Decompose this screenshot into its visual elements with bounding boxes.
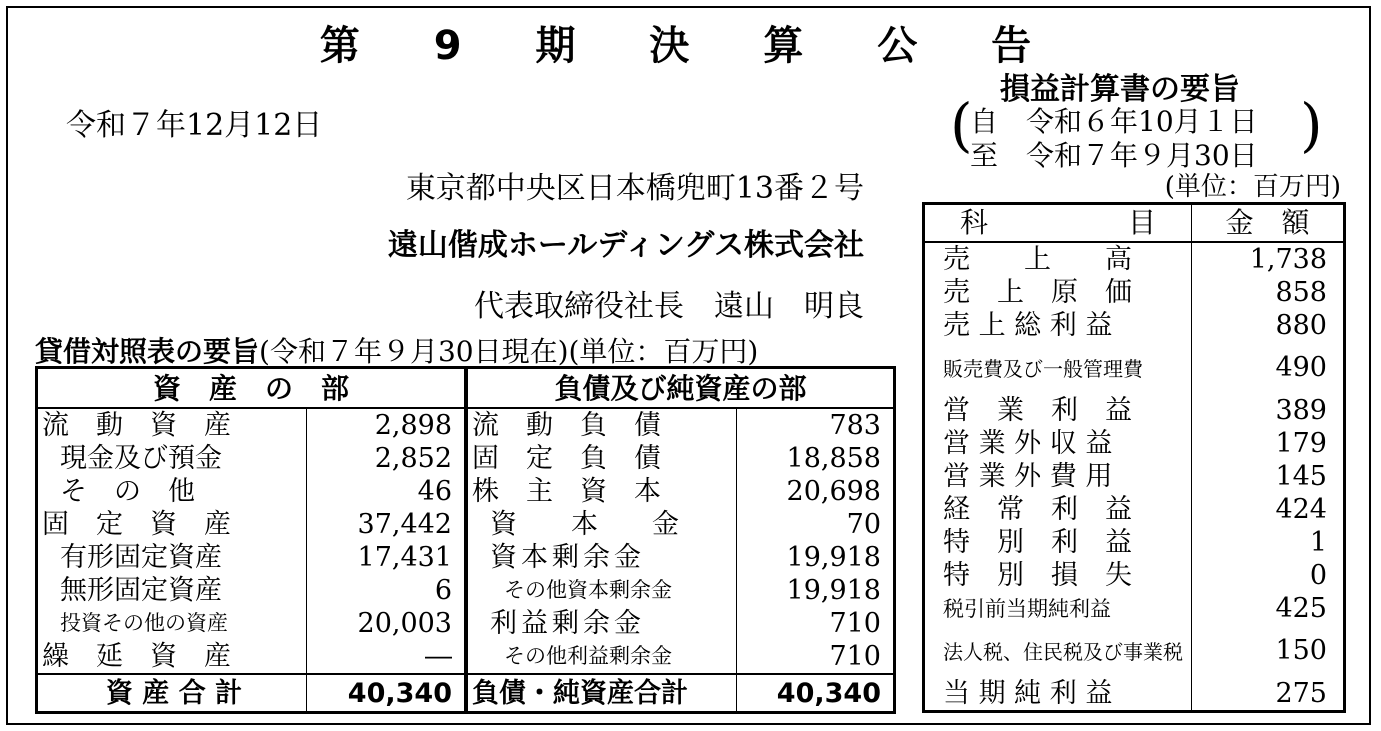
period-open-paren: ( bbox=[950, 91, 973, 159]
liability-label: 利益剰余金 bbox=[467, 607, 737, 640]
income-value: 490 bbox=[1275, 352, 1327, 383]
assets-total-value: 40,340 bbox=[307, 674, 466, 713]
income-label: 売 上 総 利 益 bbox=[924, 309, 1192, 342]
income-label: 営 業 外 収 益 bbox=[924, 427, 1192, 460]
table-row bbox=[37, 442, 466, 475]
table-row bbox=[924, 276, 1345, 309]
table-row bbox=[467, 442, 895, 475]
asset-label: 無形固定資産 bbox=[37, 574, 307, 607]
table-row bbox=[37, 508, 466, 541]
liabilities-header: 負債及び純資産の部 bbox=[467, 368, 895, 409]
asset-value: 17,431 bbox=[357, 542, 452, 573]
liability-label: 資本剰余金 bbox=[467, 541, 737, 574]
income-statement-table bbox=[922, 202, 1346, 713]
asset-value: 6 bbox=[434, 575, 452, 606]
table-row bbox=[467, 475, 895, 508]
table-row bbox=[37, 640, 466, 674]
period-from: 自 令和６年10月１日 bbox=[970, 105, 1258, 138]
income-label: 営 業 利 益 bbox=[924, 394, 1192, 427]
company-name: 遠山偕成ホールディングス株式会社 bbox=[387, 228, 864, 263]
liabilities-total-value: 40,340 bbox=[737, 674, 895, 713]
company-address: 東京都中央区日本橋兜町13番２号 bbox=[405, 171, 864, 206]
table-row bbox=[37, 574, 466, 607]
liability-label: その他資本剰余金 bbox=[467, 574, 737, 607]
representative: 代表取締役社長 遠山 明良 bbox=[474, 289, 864, 324]
table-row bbox=[924, 526, 1345, 559]
income-value: 425 bbox=[1275, 592, 1327, 624]
table-row bbox=[467, 408, 895, 442]
income-value: 1,738 bbox=[1249, 243, 1327, 275]
balance-sheet-subheading: (令和７年９月30日現在)(単位：百万円) bbox=[259, 335, 759, 368]
income-value: 150 bbox=[1275, 635, 1327, 666]
col-item-header: 科 目 bbox=[924, 204, 1192, 243]
liability-value: 710 bbox=[829, 641, 881, 672]
table-row bbox=[924, 460, 1345, 493]
assets-table bbox=[35, 366, 467, 714]
table-row bbox=[467, 607, 895, 640]
income-label: 法人税、住民税及び事業税 bbox=[924, 625, 1192, 677]
asset-label: 現金及び預金 bbox=[37, 442, 307, 475]
liability-label: 資 本 金 bbox=[467, 508, 737, 541]
income-value: 0 bbox=[1309, 559, 1327, 591]
liability-value: 783 bbox=[829, 410, 881, 441]
table-row bbox=[924, 394, 1345, 427]
table-row bbox=[37, 475, 466, 508]
asset-label: 固 定 資 産 bbox=[37, 508, 307, 541]
asset-label: そ の 他 bbox=[37, 475, 307, 508]
income-value: 880 bbox=[1275, 309, 1327, 341]
asset-value: 2,898 bbox=[374, 410, 452, 441]
table-row bbox=[924, 493, 1345, 526]
income-statement-heading: 損益計算書の要旨 bbox=[1000, 72, 1240, 107]
table-row bbox=[37, 607, 466, 640]
liabilities-table bbox=[465, 366, 896, 714]
income-label: 販売費及び一般管理費 bbox=[924, 342, 1192, 394]
liability-value: 19,918 bbox=[786, 575, 881, 606]
table-row bbox=[467, 541, 895, 574]
liability-value: 18,858 bbox=[786, 443, 881, 474]
asset-value: 2,852 bbox=[374, 443, 452, 474]
income-label: 特 別 利 益 bbox=[924, 526, 1192, 559]
table-row bbox=[924, 559, 1345, 592]
asset-value: 46 bbox=[417, 476, 452, 507]
table-row bbox=[37, 541, 466, 574]
total-row bbox=[467, 674, 895, 713]
income-label: 当 期 純 利 益 bbox=[924, 677, 1192, 712]
income-value: 389 bbox=[1275, 394, 1327, 426]
assets-header: 資 産 の 部 bbox=[37, 368, 466, 409]
table-row bbox=[924, 242, 1345, 276]
income-value: 179 bbox=[1275, 427, 1327, 459]
liabilities-total-label: 負債・純資産合計 bbox=[467, 674, 737, 713]
income-label: 経 常 利 益 bbox=[924, 493, 1192, 526]
table-row bbox=[924, 677, 1345, 712]
liability-label: 流 動 負 債 bbox=[467, 408, 737, 442]
asset-label: 流 動 資 産 bbox=[37, 408, 307, 442]
income-label: 営 業 外 費 用 bbox=[924, 460, 1192, 493]
income-label: 売 上 高 bbox=[924, 242, 1192, 276]
table-row bbox=[924, 309, 1345, 342]
liability-value: 70 bbox=[846, 509, 881, 540]
table-row bbox=[924, 625, 1345, 677]
income-label: 売 上 原 価 bbox=[924, 276, 1192, 309]
notice-date: 令和７年12月12日 bbox=[66, 108, 323, 143]
period-to: 至 令和７年９月30日 bbox=[970, 139, 1258, 172]
asset-value: 20,003 bbox=[357, 608, 452, 639]
liability-label: その他利益剰余金 bbox=[467, 640, 737, 674]
liability-value: 710 bbox=[829, 608, 881, 639]
table-row bbox=[924, 342, 1345, 394]
income-value: 1 bbox=[1309, 526, 1327, 558]
income-label: 税引前当期純利益 bbox=[924, 592, 1192, 625]
table-row bbox=[924, 592, 1345, 625]
table-header-row bbox=[924, 204, 1345, 243]
income-value: 858 bbox=[1275, 276, 1327, 308]
asset-value: ― bbox=[425, 641, 452, 672]
liability-value: 20,698 bbox=[786, 476, 881, 507]
table-row bbox=[467, 508, 895, 541]
income-value: 424 bbox=[1275, 493, 1327, 525]
table-row bbox=[924, 427, 1345, 460]
asset-label: 投資その他の資産 bbox=[37, 607, 307, 640]
asset-label: 繰 延 資 産 bbox=[37, 640, 307, 674]
table-row bbox=[467, 574, 895, 607]
balance-sheet-heading-line bbox=[35, 330, 758, 370]
assets-total-label: 資 産 合 計 bbox=[37, 674, 307, 713]
income-value: 145 bbox=[1275, 460, 1327, 492]
col-amount-header: 金 額 bbox=[1192, 204, 1345, 243]
period-close-paren: ) bbox=[1300, 91, 1323, 159]
income-label: 特 別 損 失 bbox=[924, 559, 1192, 592]
income-value: 275 bbox=[1275, 677, 1327, 709]
balance-sheet-heading: 貸借対照表の要旨 bbox=[35, 335, 260, 368]
asset-label: 有形固定資産 bbox=[37, 541, 307, 574]
liability-value: 19,918 bbox=[786, 542, 881, 573]
table-row bbox=[37, 408, 466, 442]
liability-label: 固 定 負 債 bbox=[467, 442, 737, 475]
income-unit: (単位：百万円) bbox=[1164, 172, 1341, 202]
liability-label: 株 主 資 本 bbox=[467, 475, 737, 508]
total-row bbox=[37, 674, 466, 713]
table-row bbox=[467, 640, 895, 674]
notice-title: 第 9 期 決 算 公 告 bbox=[319, 23, 1062, 69]
asset-value: 37,442 bbox=[357, 509, 452, 540]
